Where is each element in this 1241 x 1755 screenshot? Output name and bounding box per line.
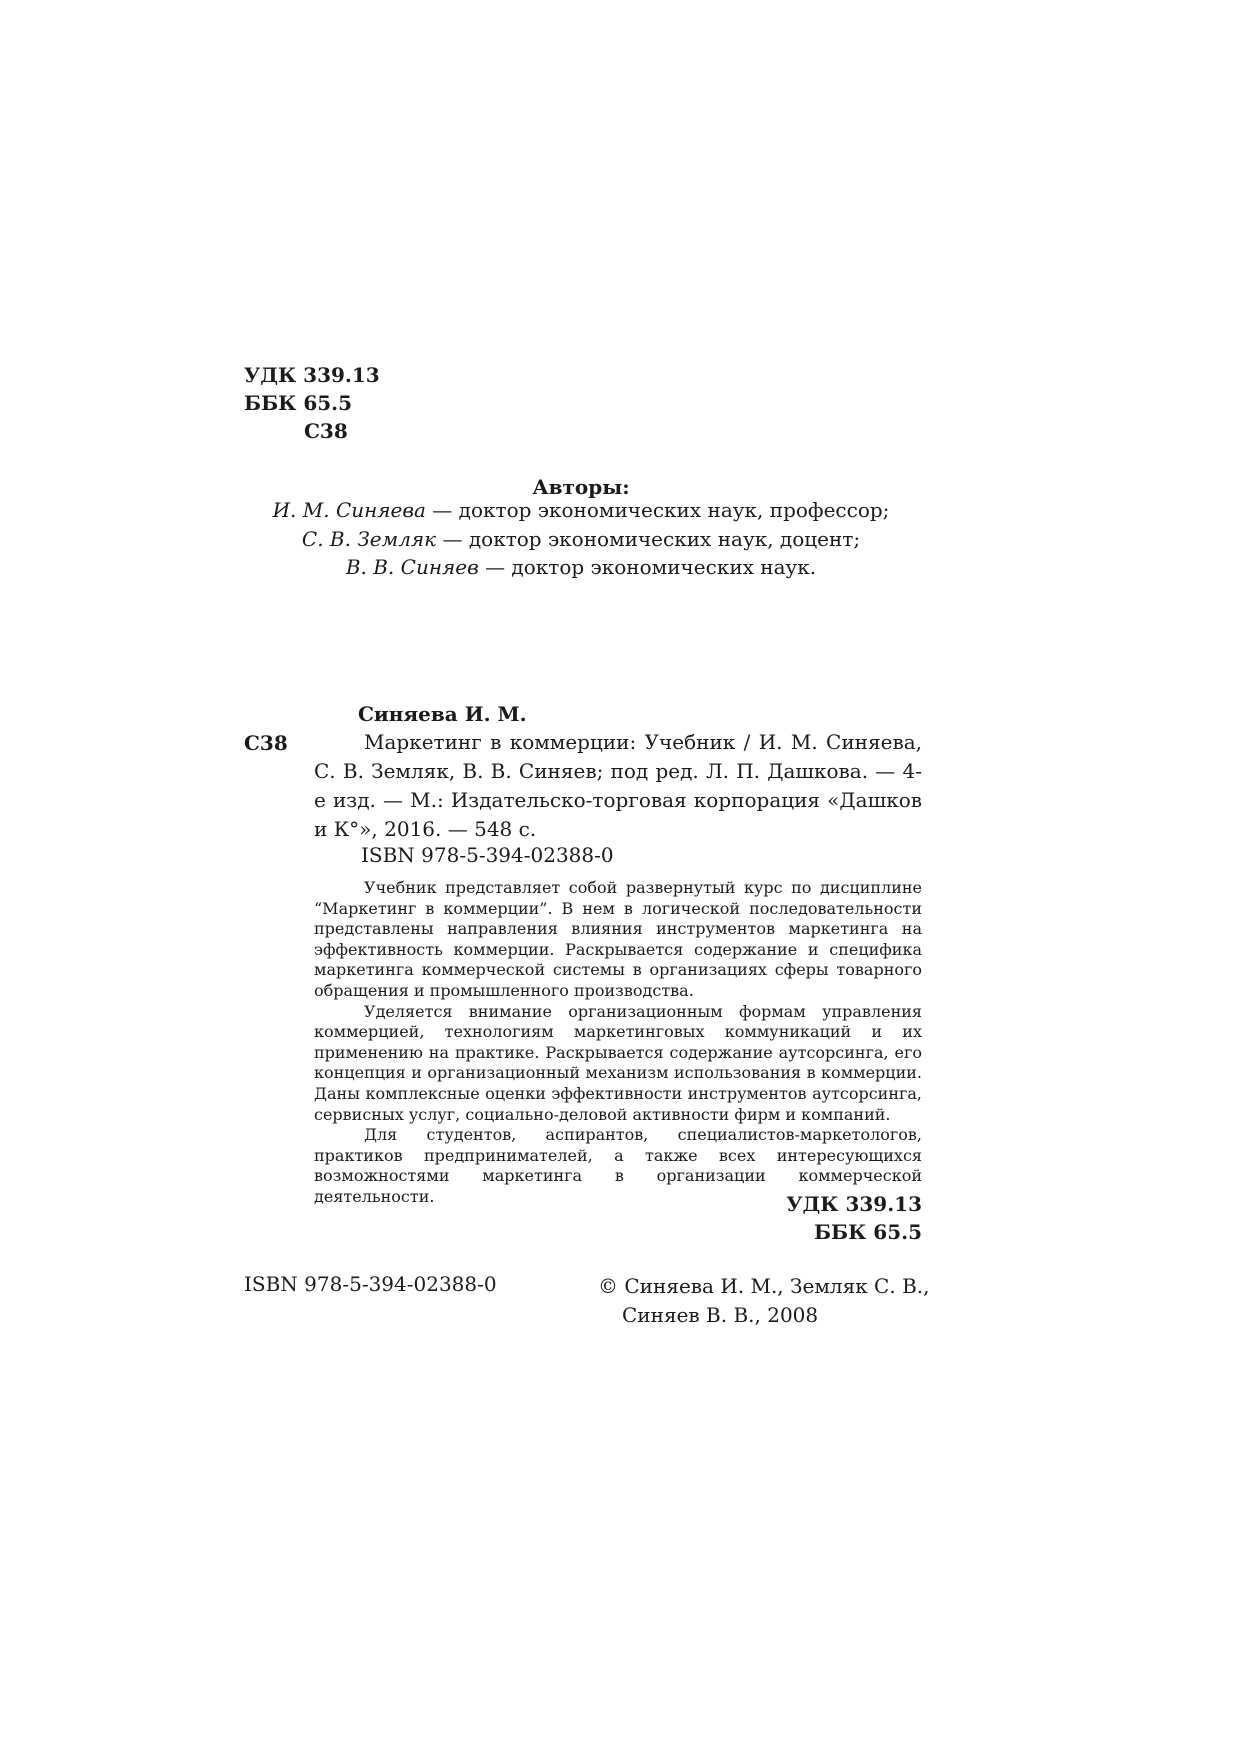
- author-description: — доктор экономических наук, профессор;: [425, 498, 890, 522]
- author-description: — доктор экономических наук.: [478, 555, 817, 579]
- annotation: [314, 878, 922, 1208]
- copyright-line: © Синяева И. М., Земляк С. В.,: [598, 1274, 930, 1298]
- author-line: [0, 527, 1162, 551]
- author-name: В. В. Синяев: [345, 555, 479, 579]
- catalog-author-mark: С38: [244, 731, 288, 755]
- author-line: [0, 498, 1162, 522]
- author-name: И. М. Синяева: [272, 498, 426, 522]
- catalog-lead-author: Синяева И. М.: [358, 702, 527, 726]
- catalog-isbn: ISBN 978-5-394-02388-0: [361, 843, 614, 867]
- copyright-line: Синяев В. В., 2008: [622, 1303, 819, 1327]
- bibliographic-record: Маркетинг в коммерции: Учебник / И. М. Синяева, С. В. Земляк, В. В. Синяев; под ред. Л. П. Дашкова. — 4-е изд. — М.: Издательско-торговая корпорация «Дашков и К°», 2016. — 548 с.: [314, 730, 922, 841]
- copyright-notice: [598, 1272, 929, 1330]
- udk-code: УДК 339.13: [244, 363, 380, 387]
- card-udk: УДК 339.13: [786, 1192, 922, 1216]
- annotation-paragraph: Учебник представляет собой развернутый курс по дисциплине “Маркетинг в коммерции”. В нем в логической последовательности представлены направления влияния инструментов маркетинга на эффективность коммерции. Раскрывается содержание и специфика маркетинга коммерческой системы в организациях сферы товарного обращения и промышленного производства.: [314, 878, 922, 1000]
- author-name: С. В. Земляк: [301, 527, 437, 551]
- annotation-paragraph: Для студентов, аспирантов, специалистов-маркетологов, практиков предпринимателей, а также всех интересующихся возможностями маркетинга в организации коммерческой деятельности.: [314, 1125, 922, 1206]
- author-description: — доктор экономических наук, доцент;: [436, 527, 861, 551]
- footer-isbn: ISBN 978-5-394-02388-0: [244, 1272, 497, 1296]
- annotation-paragraph: Уделяется внимание организационным формам управления коммерцией, технологиям маркетинговых коммуникаций и их применению на практике. Раскрывается содержание аутсорсинга, его концепция и организационный механизм использования в коммерции. Даны комплексные оценки эффективности инструментов аутсорсинга, сервисных услуг, социально-деловой активности фирм и компаний.: [314, 1001, 922, 1124]
- bbk-code: ББК 65.5: [244, 391, 353, 415]
- card-classification: [700, 1190, 922, 1246]
- author-mark: С38: [304, 419, 348, 443]
- author-line: [0, 555, 1162, 579]
- authors-heading: Авторы:: [532, 475, 630, 499]
- card-bbk: ББК 65.5: [813, 1220, 922, 1244]
- classification-codes: [244, 361, 380, 445]
